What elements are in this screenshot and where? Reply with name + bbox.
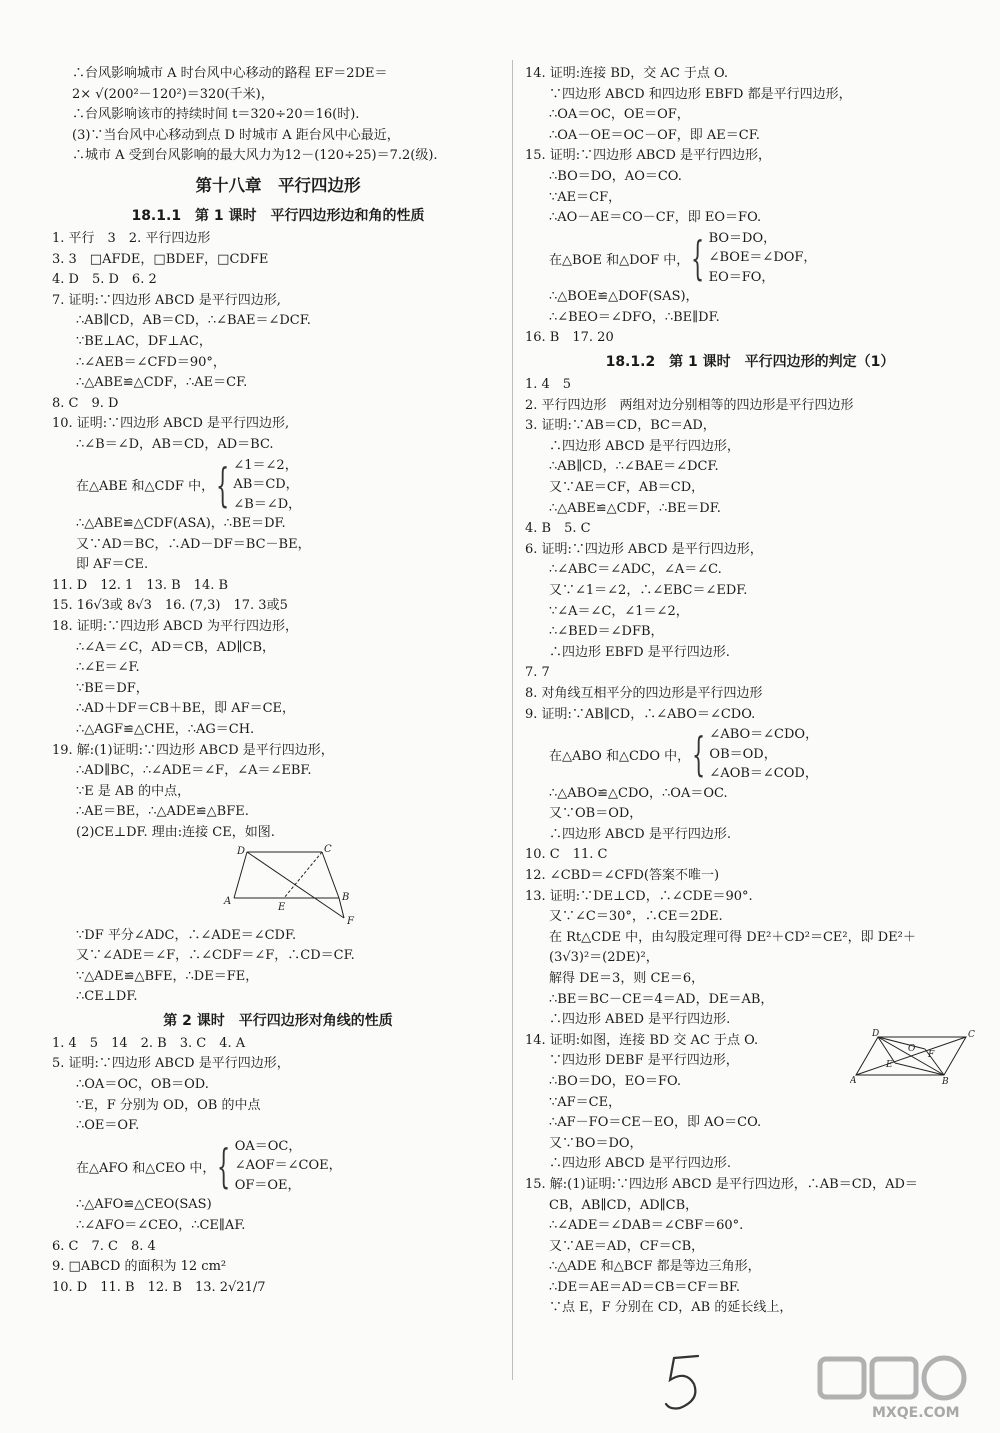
- text-line: ∵AF＝CE，: [549, 1094, 622, 1110]
- text-line: 3. 3 □AFDE，□BDEF，□CDFE: [52, 251, 269, 267]
- problem-14-block: [525, 1028, 975, 1175]
- text-line: ∴AF－FO＝CE－EO，即 AO＝CO.: [549, 1115, 762, 1131]
- section-title: 第 2 课时 平行四边形对角线的性质: [163, 1012, 393, 1029]
- text-line: 3. 证明:∵AB＝CD，BC＝AD，: [525, 418, 716, 434]
- text-line: ∴△ABE≌△CDF(ASA)，∴BE＝DF.: [76, 516, 286, 531]
- text-line: 又∵AE＝CF，AB＝CD，: [549, 480, 705, 495]
- text-line: ∴CE⊥DF.: [76, 989, 138, 1005]
- text-line: 10. D 11. B 12. B 13. 2√21/7: [52, 1279, 266, 1295]
- text-line: ∴∠A＝∠C，AD＝CB，AD∥CB，: [76, 639, 276, 655]
- figure-label: F: [347, 915, 354, 926]
- handwritten-page-number: [660, 1352, 710, 1412]
- brace-lines: [235, 1137, 342, 1196]
- text-line: ∴BO＝DO，AO＝CO.: [549, 168, 682, 184]
- text-line: ∴AD＋DF＝CB＋BE，即 AF＝CE，: [76, 701, 296, 717]
- text-line: ∴∠AFO＝∠CEO，∴CE∥AF.: [76, 1217, 246, 1233]
- brace-block: [525, 725, 975, 784]
- text-line: ∵E，F 分别为 OD，OB 的中点: [76, 1097, 261, 1113]
- brace-lead: 在△AFO 和△CEO 中，: [76, 1160, 216, 1176]
- brace-line: OB＝OD，: [709, 746, 777, 762]
- text-line: ∴城市 A 受到台风影响的最大风力为12－(120÷25)＝7.2(级).: [72, 148, 438, 164]
- text-line: ∵∠A＝∠C，∠1＝∠2，: [549, 603, 689, 619]
- right-column: [525, 64, 975, 1319]
- text-line: ∴∠BED＝∠DFB，: [549, 624, 664, 640]
- text-line: (3)∵当台风中心移动到点 D 时城市 A 距台风中心最近，: [72, 127, 400, 143]
- text-line: 又∵∠ADE＝∠F，∴∠CDF＝∠F，∴CD＝CF.: [76, 948, 355, 964]
- parallelogram-diagonals-figure: [850, 1029, 980, 1085]
- brace-lines: [709, 725, 818, 784]
- text-line: ∴四边形 ABCD 是平行四边形.: [549, 826, 731, 842]
- text-line: ∴台风影响该市的持续时间 t＝320÷20＝16(时).: [72, 107, 360, 123]
- text-line: ∴BE＝BC－CE＝4＝AD，DE＝AB，: [549, 991, 774, 1007]
- text-line: ∴∠ADE＝∠DAB＝∠CBF＝60°.: [549, 1218, 744, 1234]
- text-line: 19. 解:(1)证明:∵四边形 ABCD 是平行四边形，: [52, 742, 334, 758]
- text-line: 又∵∠C＝30°，∴CE＝2DE.: [549, 909, 723, 925]
- text-line: ∴AE＝BE，∴△ADE≌△BFE.: [76, 804, 249, 820]
- figure-label: D: [872, 1028, 880, 1039]
- text-line: 16. B 17. 20: [525, 330, 614, 346]
- column-divider: [512, 60, 513, 1380]
- brace-line: ∠ABO＝∠CDO，: [709, 727, 819, 743]
- text-line: 8. 对角线互相平分的四边形是平行四边形: [525, 685, 763, 701]
- text-line: ∴∠AEB＝∠CFD＝90°，: [76, 354, 226, 370]
- section-title: 18.1.2 第 1 课时 平行四边形的判定（1）: [605, 354, 895, 371]
- figure-label: E: [886, 1059, 893, 1070]
- text-line: ∴∠BEO＝∠DFO，∴BE∥DF.: [549, 309, 720, 325]
- text-line: ∴OA－OE＝OC－OF，即 AE＝CF.: [549, 127, 760, 143]
- text-line: ∵BE＝DF，: [76, 680, 149, 696]
- text-line: 解得 DE＝3，则 CE＝6，: [549, 970, 705, 986]
- text-line: 又∵∠1＝∠2，∴∠EBC＝∠EDF.: [549, 582, 748, 598]
- text-line: 15. 16√3或 8√3 16. (7,3) 17. 3或5: [52, 598, 288, 614]
- figure-label: E: [278, 901, 286, 913]
- text-line: ∴AB∥CD，AB＝CD，∴∠BAE＝∠DCF.: [76, 313, 311, 329]
- text-line: ∵△ADE≌△BFE，∴DE＝FE，: [76, 968, 259, 984]
- text-line: ∵四边形 ABCD 和四边形 EBFD 都是平行四边形，: [549, 86, 852, 102]
- text-line: 又∵BO＝DO，: [549, 1135, 643, 1151]
- text-line: ∴∠E＝∠F.: [76, 660, 140, 676]
- text-line: 2× √(200²－120²)＝320(千米)，: [72, 86, 274, 102]
- text-line: ∵AE＝CF，: [549, 189, 622, 205]
- figure-label: B: [942, 1076, 949, 1085]
- text-line: 9. □ABCD 的面积为 12 cm²: [52, 1259, 227, 1275]
- text-line: ∵BE⊥AC，DF⊥AC，: [76, 333, 212, 349]
- text-line: ∴BO＝DO，EO＝FO.: [549, 1073, 681, 1089]
- figure-label: B: [342, 891, 350, 903]
- brace-line: ∠B＝∠D，: [233, 496, 302, 512]
- site-watermark-logo: [812, 1353, 982, 1423]
- text-line: 6. 证明:∵四边形 ABCD 是平行四边形，: [525, 541, 763, 557]
- brace-block: [525, 229, 975, 288]
- brace-line: ∠AOB＝∠COD，: [709, 766, 818, 782]
- chapter-title: 第十八章 平行四边形: [195, 175, 361, 195]
- text-line: 2. 平行四边形 两组对边分别相等的四边形是平行四边形: [525, 397, 854, 413]
- text-line: ∴OA＝OC，OE＝OF，: [549, 107, 690, 123]
- left-column: [52, 64, 504, 1298]
- text-line: 15. 解:(1)证明:∵四边形 ABCD 是平行四边形，∴AB＝CD，AD＝: [525, 1176, 918, 1192]
- parallelogram-figure: [52, 844, 504, 926]
- brace-lead: 在△BOE 和△DOF 中，: [549, 252, 690, 268]
- text-line: 12. ∠CBD＝∠CFD(答案不唯一): [525, 868, 720, 883]
- text-line: ∴△AGF≌△CHE，∴AG＝CH.: [76, 721, 255, 737]
- brace-lines: [233, 456, 301, 515]
- left-brace-icon: {: [691, 231, 705, 285]
- figure-label: O: [908, 1043, 916, 1054]
- text-line: (3√3)²＝(2DE)²，: [549, 950, 659, 966]
- text-line: 1. 平行 3 2. 平行四边形: [52, 230, 211, 246]
- svg-text:MXQE.COM: MXQE.COM: [872, 1405, 960, 1421]
- text-line: 6. C 7. C 8. 4: [52, 1238, 156, 1254]
- figure-label: D: [237, 845, 246, 857]
- text-line: 7. 7: [525, 665, 550, 681]
- text-line: ∴四边形 EBFD 是平行四边形.: [549, 644, 730, 660]
- text-line: ∴OE＝OF.: [76, 1118, 140, 1134]
- brace-lines: [709, 229, 817, 288]
- text-line: 10. C 11. C: [525, 847, 608, 863]
- text-line: ∴△ADE 和△BCF 都是等边三角形，: [549, 1259, 761, 1275]
- text-line: 8. C 9. D: [52, 395, 119, 411]
- text-line: 15. 证明:∵四边形 ABCD 是平行四边形，: [525, 148, 772, 164]
- text-line: 又∵OB＝OD，: [549, 806, 643, 822]
- text-line: ∴△ABO≌△CDO，∴OA＝OC.: [549, 785, 728, 801]
- text-line: ∴OA＝OC，OB＝OD.: [76, 1077, 209, 1093]
- text-line: ∴△AFO≌△CEO(SAS): [76, 1197, 212, 1213]
- text-line: ∴∠ABC＝∠ADC，∠A＝∠C.: [549, 562, 722, 578]
- text-line: ∴AB∥CD，∴∠BAE＝∠DCF.: [549, 459, 719, 475]
- text-line: 13. 证明:∵DE⊥CD，∴∠CDE＝90°.: [525, 888, 753, 904]
- brace-line: BO＝DO，: [708, 230, 777, 246]
- text-line: 14. 证明:如图，连接 BD 交 AC 于点 O.: [525, 1032, 759, 1048]
- text-line: ∵四边形 DEBF 是平行四边形，: [549, 1053, 739, 1069]
- text-line: ∴∠B＝∠D，AB＝CD，AD＝BC.: [76, 436, 274, 452]
- brace-line: ∠1＝∠2，: [233, 457, 298, 473]
- left-brace-icon: {: [692, 727, 706, 782]
- text-line: 1. 4 5: [525, 377, 572, 393]
- text-line: ∴△ABE≌△CDF，∴AE＝CF.: [76, 375, 248, 391]
- text-line: 11. D 12. 1 13. B 14. B: [52, 577, 229, 593]
- text-line: 5. 证明:∵四边形 ABCD 是平行四边形，: [52, 1056, 290, 1072]
- text-line: ∵点 E，F 分别在 CD，AB 的延长线上，: [549, 1300, 793, 1316]
- figure-label: C: [968, 1029, 975, 1040]
- text-line: 又∵AE＝AD，CF＝CB，: [549, 1238, 705, 1254]
- left-brace-icon: {: [217, 1139, 231, 1194]
- text-line: 在 Rt△CDE 中，由勾股定理可得 DE²＋CD²＝CE²，即 DE²＋: [549, 929, 916, 945]
- brace-line: OF＝OE，: [234, 1177, 301, 1193]
- text-line: (2)CE⊥DF. 理由:连接 CE，如图.: [76, 824, 275, 840]
- text-line: 10. 证明:∵四边形 ABCD 是平行四边形,: [52, 416, 290, 432]
- text-line: ∴AD∥BC，∴∠ADE＝∠F，∠A＝∠EBF.: [76, 763, 312, 779]
- text-line: 14. 证明:连接 BD，交 AC 于点 O.: [525, 66, 729, 81]
- text-line: ∴AO－AE＝CO－CF，即 EO＝FO.: [549, 210, 762, 226]
- text-line: 又∵AD＝BC，∴AD－DF＝BC－BE，: [76, 536, 311, 552]
- text-line: ∴△BOE≌△DOF(SAS)，: [549, 289, 699, 305]
- text-line: 18. 证明:∵四边形 ABCD 为平行四边形，: [52, 618, 299, 634]
- text-line: ∴四边形 ABCD 是平行四边形.: [549, 1156, 731, 1172]
- text-line: 4. D 5. D 6. 2: [52, 272, 157, 288]
- figure-label: F: [928, 1049, 935, 1060]
- text-line: 即 AF＝CE.: [76, 557, 149, 573]
- text-line: CB，AB∥CD，AD∥CB，: [549, 1197, 699, 1213]
- brace-block: [52, 456, 504, 515]
- brace-line: ∠AOF＝∠COE，: [234, 1158, 342, 1174]
- text-line: 4. B 5. C: [525, 521, 591, 537]
- text-line: ∴△ABE≌△CDF，∴BE＝DF.: [549, 500, 721, 516]
- text-line: ∴四边形 ABED 是平行四边形.: [549, 1012, 731, 1028]
- text-line: 9. 证明:∵AB∥CD，∴∠ABO＝∠CDO.: [525, 706, 756, 722]
- text-line: 7. 证明:∵四边形 ABCD 是平行四边形,: [52, 292, 281, 308]
- left-brace-icon: {: [216, 457, 230, 512]
- figure-label: C: [324, 843, 332, 855]
- brace-lead: 在△ABO 和△CDO 中，: [549, 748, 691, 764]
- figure-label: A: [850, 1075, 857, 1085]
- text-line: ∵DF 平分∠ADC，∴∠ADE＝∠CDF.: [76, 927, 297, 943]
- brace-line: ∠BOE＝∠DOF，: [708, 250, 817, 266]
- brace-line: OA＝OC，: [234, 1138, 302, 1154]
- text-line: 1. 4 5 14 2. B 3. C 4. A: [52, 1035, 246, 1051]
- text-line: ∴DE＝AE＝AD＝CB＝CF＝BF.: [549, 1279, 741, 1295]
- brace-block: [52, 1137, 504, 1196]
- figure-label: A: [224, 895, 232, 907]
- brace-line: EO＝FO，: [708, 269, 775, 285]
- text-line: ∴台风影响城市 A 时台风中心移动的路程 EF＝2DE＝: [72, 66, 388, 81]
- section-title: 18.1.1 第 1 课时 平行四边形边和角的性质: [131, 207, 425, 224]
- brace-line: AB＝CD，: [233, 477, 299, 492]
- brace-lead: 在△ABE 和△CDF 中，: [76, 479, 215, 495]
- text-line: ∴四边形 ABCD 是平行四边形，: [549, 438, 740, 454]
- text-line: ∵E 是 AB 的中点，: [76, 783, 191, 799]
